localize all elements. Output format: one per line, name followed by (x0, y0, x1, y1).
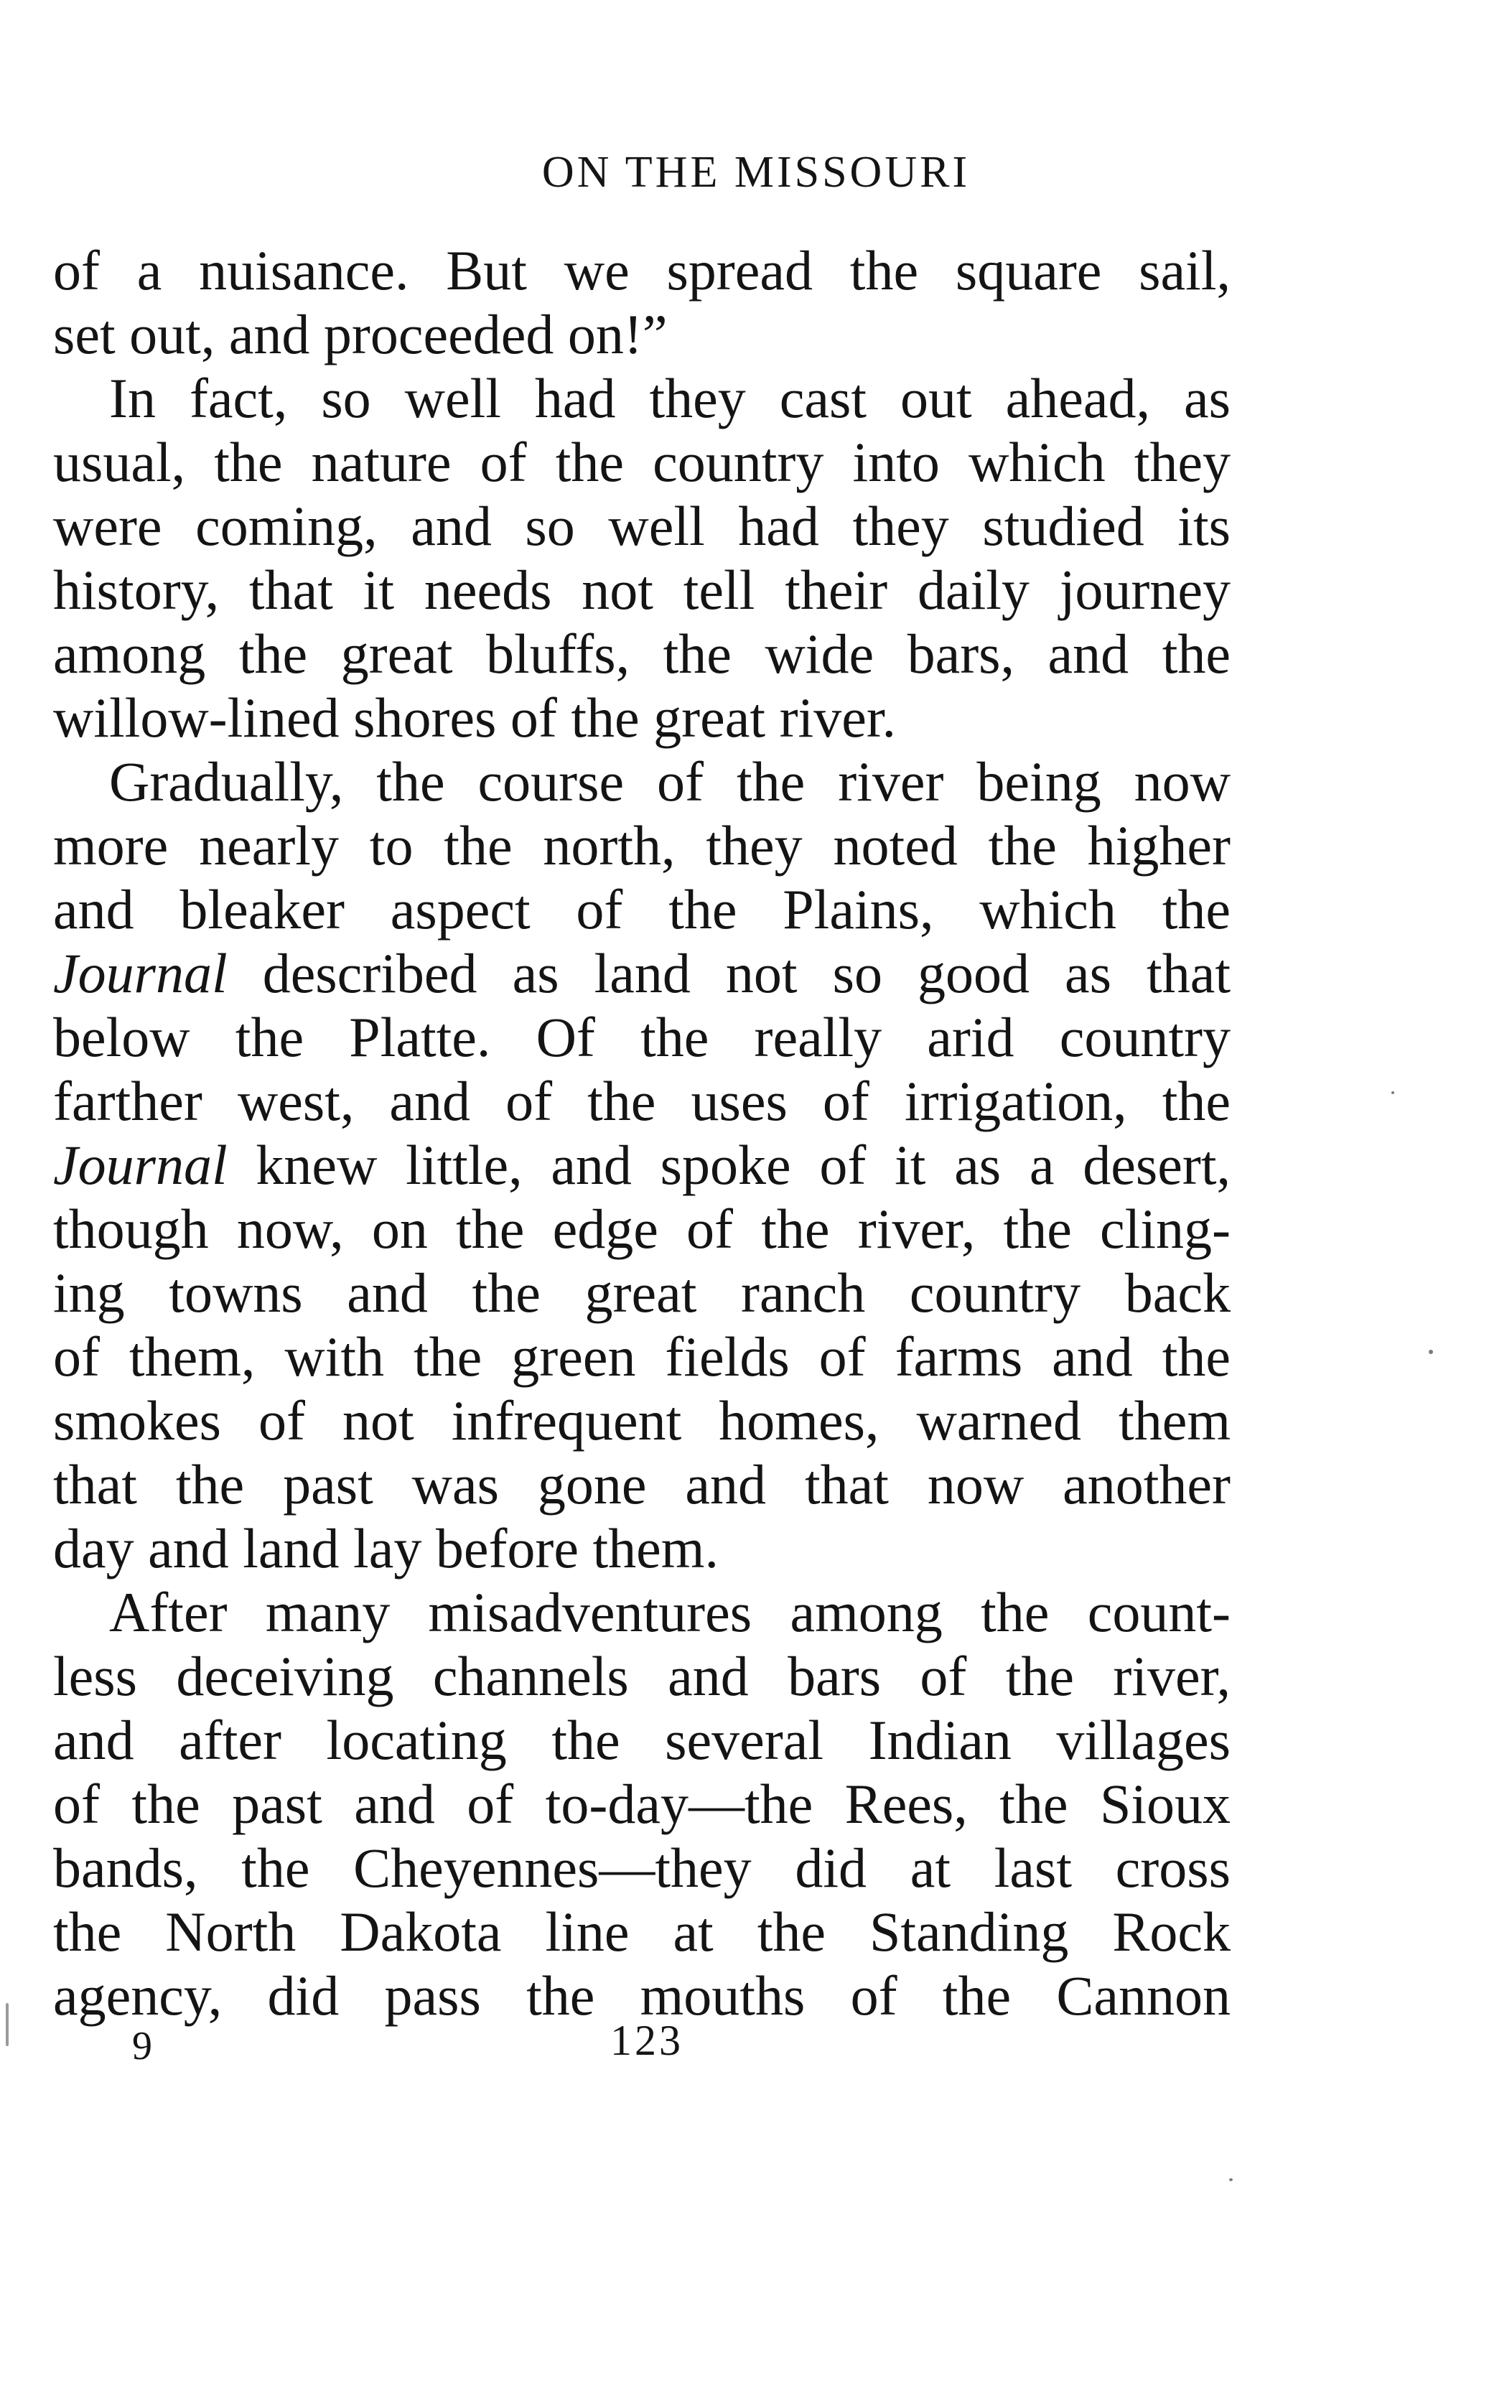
text-line: more nearly to the north, they noted the higher (53, 814, 1231, 877)
text-line: bands, the Cheyennes—they did at last cross (53, 1837, 1231, 1899)
text-line-rest: described as land not so good as that (262, 942, 1231, 1004)
text-line (53, 1133, 1231, 1197)
text-line: of the past and of to-day—the Rees, the Sioux (53, 1773, 1231, 1835)
text-line: below the Platte. Of the really arid country (53, 1006, 1231, 1068)
text-line: were coming, and so well had they studied its (53, 495, 1231, 557)
paper-speck (1229, 2178, 1233, 2181)
text-line: of a nuisance. But we spread the square sail, (53, 239, 1231, 302)
italic-title: Journal (53, 942, 228, 1004)
text-line: farther west, and of the uses of irrigation, the (53, 1070, 1231, 1132)
text-line: day and land lay before them. (53, 1517, 719, 1579)
running-head: ON THE MISSOURI (541, 148, 971, 197)
text-line: that the past was gone and that now another (53, 1453, 1231, 1516)
signature-mark: 9 (132, 2024, 152, 2068)
text-line: among the great bluffs, the wide bars, and the (53, 622, 1231, 685)
text-line: agency, did pass the mouths of the Cannon (53, 1964, 1231, 2027)
text-line: ing towns and the great ranch country back (53, 1261, 1231, 1324)
text-line-rest: knew little, and spoke of it as a desert, (256, 1134, 1231, 1196)
body-text (53, 238, 1231, 2027)
text-line: the North Dakota line at the Standing Rock (53, 1900, 1231, 1963)
text-line: history, that it needs not tell their daily journey (53, 559, 1231, 621)
text-line (53, 941, 1231, 1005)
text-line: In fact, so well had they cast out ahead, as (109, 367, 1231, 429)
text-line: After many misadventures among the count- (109, 1581, 1231, 1643)
text-line: smokes of not infrequent homes, warned them (53, 1389, 1231, 1452)
text-line: usual, the nature of the country into which they (53, 431, 1231, 493)
text-line: set out, and proceeded on!” (53, 303, 668, 365)
text-line: and after locating the several Indian villages (53, 1709, 1231, 1771)
text-line: though now, on the edge of the river, the cling- (53, 1198, 1231, 1260)
text-line: less deceiving channels and bars of the river, (53, 1645, 1231, 1707)
italic-title: Journal (53, 1134, 228, 1196)
page-number: 123 (610, 2017, 683, 2064)
text-line: of them, with the green fields of farms and the (53, 1325, 1231, 1388)
text-line: Gradually, the course of the river being now (109, 750, 1231, 813)
text-line: and bleaker aspect of the Plains, which the (53, 878, 1231, 941)
text-line: willow-lined shores of the great river. (53, 686, 896, 749)
paper-speck (1391, 1091, 1394, 1094)
paper-speck (6, 2003, 9, 2046)
paper-speck (1429, 1350, 1433, 1354)
